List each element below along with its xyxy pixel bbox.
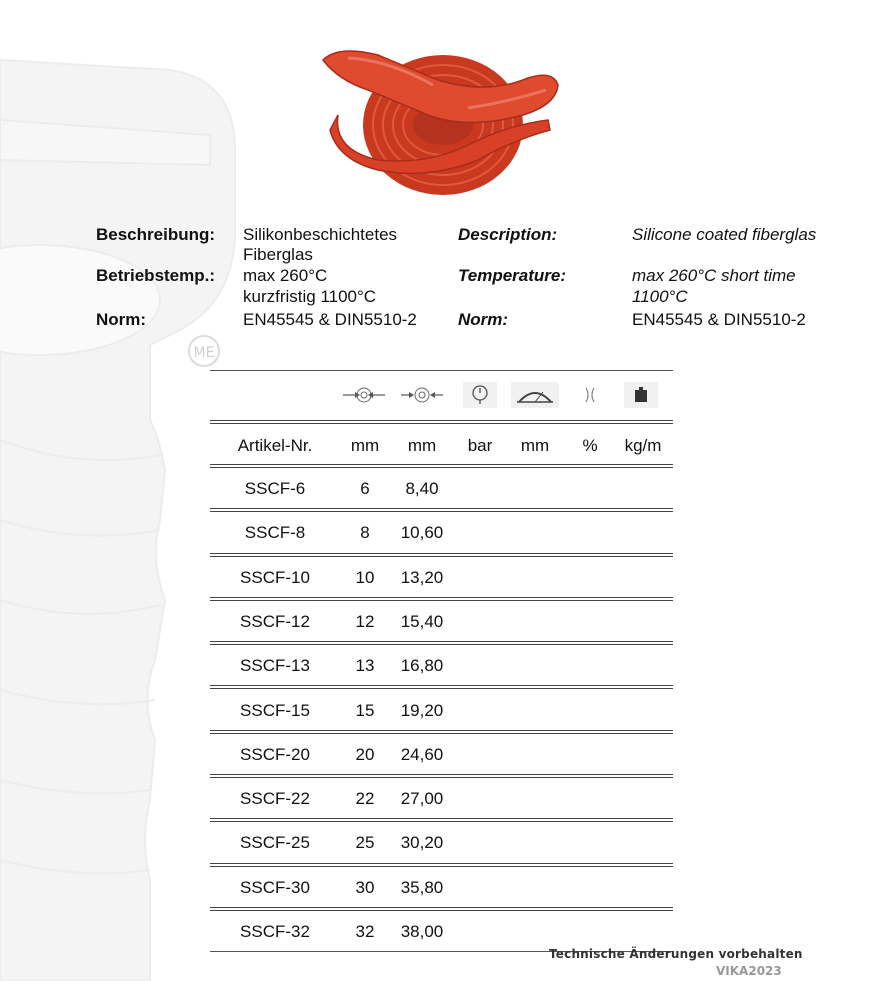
cell-artikel-nr: SSCF-15 [240, 700, 310, 720]
spec-label-norm-en: Norm: [458, 310, 509, 329]
cell-outer-mm: 13,20 [400, 567, 444, 587]
cell-outer-mm: 10,60 [400, 523, 444, 543]
spec-label-temperature: Temperature: [458, 266, 567, 285]
cell-inner-mm: 20 [355, 744, 375, 764]
cell-inner-mm: 8 [360, 523, 370, 543]
spec-label-norm-de: Norm: [96, 310, 147, 329]
cell-outer-mm: 16,80 [400, 656, 444, 676]
cell-artikel-nr: SSCF-32 [240, 922, 310, 941]
footer-code: VIKA2023 [716, 964, 782, 978]
cell-outer-mm: 15,40 [400, 611, 444, 631]
cell-inner-mm: 10 [355, 567, 375, 587]
spec-value-betriebstemp-2: kurzfristig 1100°C [243, 287, 377, 306]
cell-artikel-nr: SSCF-22 [240, 789, 310, 809]
cell-outer-mm: 38,00 [400, 922, 444, 941]
cell-artikel-nr: SSCF-25 [240, 833, 310, 853]
table-row [210, 466, 673, 510]
spec-label-betriebstemp: Betriebstemp.: [96, 266, 216, 285]
cell-inner-mm: 12 [355, 611, 375, 631]
elongation-icon [570, 380, 610, 410]
pressure-gauge-icon [458, 380, 502, 410]
cell-artikel-nr: SSCF-8 [244, 523, 306, 543]
table-row [210, 510, 673, 554]
header-radius-mm: mm [520, 436, 550, 455]
spec-value-temperature-1: max 260°C short time [632, 266, 796, 285]
table-icon-rule [210, 420, 673, 424]
cell-outer-mm: 35,80 [400, 877, 444, 897]
table-row [210, 776, 673, 820]
outer-diameter-icon [396, 380, 448, 410]
cell-outer-mm: 27,00 [400, 789, 444, 809]
cell-artikel-nr: SSCF-6 [244, 479, 306, 498]
spec-value-norm-en: EN45545 & DIN5510-2 [632, 310, 806, 329]
spec-value-beschreibung-1: Silikonbeschichtetes [243, 225, 398, 244]
cell-inner-mm: 25 [355, 833, 375, 853]
brand-watermark-logo [186, 333, 222, 369]
cell-inner-mm: 22 [355, 789, 375, 809]
cell-inner-mm: 32 [355, 922, 375, 941]
table-row [210, 555, 673, 599]
cell-inner-mm: 13 [355, 656, 375, 676]
header-kg-m: kg/m [624, 436, 662, 455]
cell-artikel-nr: SSCF-30 [240, 877, 310, 897]
spec-label-beschreibung: Beschreibung: [96, 225, 216, 244]
header-inner-mm: mm [350, 436, 380, 455]
table-top-rule [210, 370, 673, 371]
spec-label-description: Description: [458, 225, 558, 244]
cell-outer-mm: 8,40 [405, 479, 439, 498]
spec-value-description: Silicone coated fiberglas [632, 225, 817, 244]
spec-value-norm-de: EN45545 & DIN5510-2 [243, 310, 417, 329]
spec-value-betriebstemp-1: max 260°C [243, 266, 328, 285]
spec-value-temperature-2: 1100°C [632, 287, 688, 306]
footer-note: Technische Änderungen vorbehalten [549, 947, 803, 961]
table-row [210, 643, 673, 687]
bend-radius-icon [508, 380, 562, 410]
spec-value-beschreibung-2: Fiberglas [243, 245, 313, 264]
table-row [210, 865, 673, 909]
table-row [210, 820, 673, 864]
table-row [210, 732, 673, 776]
cell-outer-mm: 19,20 [400, 700, 444, 720]
header-outer-mm: mm [407, 436, 437, 455]
weight-icon [620, 380, 662, 410]
table-row [210, 688, 673, 732]
cell-inner-mm: 6 [360, 479, 370, 498]
header-artikel-nr: Artikel-Nr. [237, 436, 313, 455]
cell-inner-mm: 30 [355, 877, 375, 897]
cell-outer-mm: 24,60 [400, 744, 444, 764]
cell-inner-mm: 15 [355, 700, 375, 720]
header-percent: % [582, 436, 598, 455]
cell-artikel-nr: SSCF-10 [240, 567, 310, 587]
cell-artikel-nr: SSCF-12 [240, 611, 310, 631]
header-bar: bar [467, 436, 493, 455]
inner-diameter-icon [338, 380, 390, 410]
cell-outer-mm: 30,20 [400, 833, 444, 853]
product-image-silicone-sleeve [318, 30, 563, 200]
table-row [210, 599, 673, 643]
watermark-text: ME [193, 345, 215, 361]
cell-artikel-nr: SSCF-20 [240, 744, 310, 764]
cell-artikel-nr: SSCF-13 [240, 656, 310, 676]
